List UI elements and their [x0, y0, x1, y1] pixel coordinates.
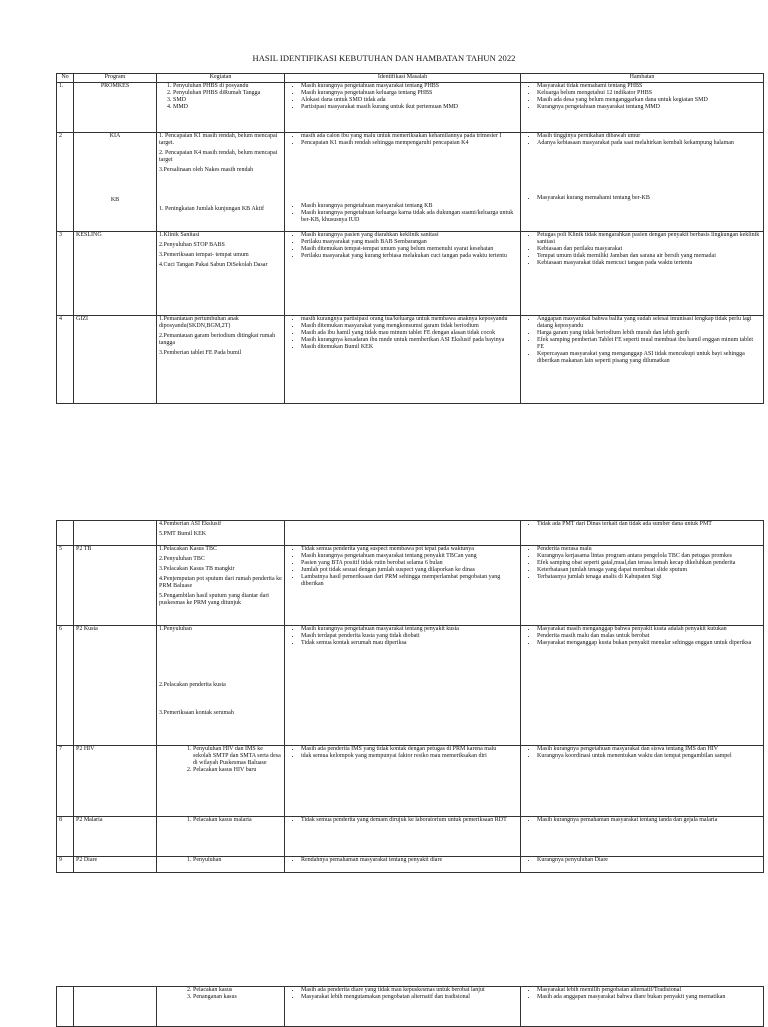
list-item: 5.Pengambilan hasil sputum yang diantar dari puskesmas ke PRM yang ditunjuk — [159, 593, 269, 606]
list-item: • Masih kurangnya pengetahuan keluarga karna tidak ada dukungan suami/keluarga untuk ber-KB, khususnya IUD — [301, 210, 518, 224]
list-item: • Masih ditemukan Bumil KEK — [301, 344, 518, 351]
table-row — [57, 857, 764, 873]
list-item: • Tidak semua penderita yang demam dirujuk ke laboratorium untuk pemeriksaan RDT — [301, 817, 518, 824]
table-row — [57, 83, 764, 133]
row-program — [74, 133, 157, 232]
row-masalah — [285, 133, 521, 232]
list-item: 1. Penyuluhan HIV dan IMS ke sekolah SMTP dan SMTA serta desa di wilayah Puskesmas Baluase — [193, 746, 282, 767]
list-item: • Keterbatasan jumlah tenaga yang dapat membuat slide sputum — [537, 567, 761, 574]
list-item: 3.Pemeriksaan tempat- tempat umum — [159, 252, 249, 258]
list-item: 2.Pelacakan penderita kusta — [159, 682, 226, 688]
table-row — [57, 316, 764, 404]
list-item: 3. Penanganan kasus — [193, 994, 282, 1001]
list-item: • Masih kurangnya kesadaran ibu mnde untuk memberikan ASI Ekslusif pada bayinya — [301, 337, 518, 344]
list-item: 2.Penyuluhan STOP BABS — [159, 242, 225, 248]
page-title: HASIL IDENTIFIKASI KEBUTUHAN DAN HAMBATAN TAHUN 2022 — [252, 53, 516, 63]
list-item: 2.Pemantauan garam beriodium ditingkat rumah tangga — [159, 333, 276, 346]
list-item: • Perilaku masyarakat yang kurang terbiasa melakukan cuci tangan pada waktu tertentu — [301, 253, 518, 260]
list-item: • Tempat umum tidak memiliki Jamban dan sarana air bersih yang memadai — [537, 253, 761, 260]
header-program: Program — [74, 74, 157, 83]
list-item: • Masih kurangnya pengetahuan masyarakat tentang PHBS — [301, 83, 518, 90]
list-item: • Masih ada penderita diare yang tidak mau kepuskesmas untuk berobat lanjut — [301, 987, 518, 994]
list-item: • Anggapan masyarakat bahwa balita yang sudah selesai imunisasi lengkap tidak perlu lagi datang keposyandu — [537, 316, 761, 330]
row-masalah — [285, 857, 521, 873]
list-item: 1.Pemantauan pertumbuhan anak diposyandu(SKDN,BGM,2T) — [159, 316, 239, 329]
needs-table-page1 — [56, 73, 764, 404]
list-item: • Petugas poli Klinik tidak mengarahkan pasien dengan penyakit berbasis lingkungan keklinik sanitasi — [537, 232, 761, 246]
list-item: • Masih terdapat penderita kusta yang tidak diobati — [301, 633, 518, 640]
list-item: • Rendahnya pemahaman masyarakat tentang penyakit diare — [301, 857, 518, 864]
header-hambatan: Hambatan — [521, 74, 764, 83]
list-item: • Partisipasi masyarakat masih kurang untuk ikut pertemuan MMD — [301, 104, 518, 111]
list-item: • idak semua kelompok yang mempunyai faktor resiko mau memeriksakan diri — [301, 753, 518, 760]
list-item: • Masih kurangnya pengetahuan masyarakat tentang KB — [301, 203, 518, 210]
list-item: 2. Penyuluhan PHBS diRumah Tangga — [173, 90, 282, 97]
table-row — [57, 521, 764, 546]
row-no: 6 — [57, 626, 74, 746]
list-item: 4. MMD — [173, 104, 282, 111]
list-item: • Kurangnya penyuluhan Diare — [537, 857, 761, 864]
list-item: • Masih kurangnya pengetahuan keluarga tentang PHBS — [301, 90, 518, 97]
row-no: 2 — [57, 133, 74, 232]
list-item: • Tidak semua kontak serumah mau diperiksa — [301, 640, 518, 647]
row-masalah — [285, 626, 521, 746]
row-program: P2 HIV — [74, 746, 157, 817]
list-item: • Perilaku masyarakat yang masih BAB Sembarangan — [301, 239, 518, 246]
list-item: 2. Pelacakan kasus HIV baru — [193, 767, 282, 774]
list-item: • Penderita masih malu dan malas untuk berobat — [537, 633, 761, 640]
needs-table-page2 — [56, 520, 764, 873]
list-item: • Kebiasaan dan perilaku masyarakat — [537, 246, 761, 253]
list-item: • masih kurangnya partisipasi orang tua/keluarga untuk membawa anaknya keposyandu — [301, 316, 518, 323]
list-item: • Efek samping pemberian Tablet FE seperti mual membuat ibu hamil enggan minum tablet FE — [537, 337, 761, 351]
list-item: 3. SMD — [173, 97, 282, 104]
list-item: 2. Pelacakan kasus — [193, 987, 282, 994]
row-kegiatan — [157, 626, 285, 746]
list-item: • Masih kurangnya pengetahuan masyarakat dan siswa tentang IMS dan HIV — [537, 746, 761, 753]
table-row — [57, 546, 764, 626]
table-row — [57, 133, 764, 232]
row-no: 5 — [57, 546, 74, 626]
row-no: 9 — [57, 857, 74, 873]
row-hambatan — [521, 817, 764, 857]
table-row — [57, 987, 764, 1027]
list-item: • Terbatasnya jumlah tenaga analis di Kabupaten Sigi — [537, 574, 761, 581]
list-item: • Masih kurangnya pasien yang diarahkan keklinik sanitasi — [301, 232, 518, 239]
list-item: • Kebiasaan masyarakat tidak mencuci tangan pada waktu tertentu — [537, 260, 761, 267]
row-no: 7 — [57, 746, 74, 817]
list-item: 3.Pemberian tablet FE Pada bumil — [159, 350, 242, 356]
row-kegiatan — [157, 232, 285, 316]
list-item: 2.Penyuluhan TBC — [159, 556, 205, 562]
list-item: 3.Pemeriksaan kontak serumah — [159, 710, 234, 716]
list-item: 1.Pelacakan Kasus TBC — [159, 546, 218, 552]
row-hambatan — [521, 521, 764, 546]
row-hambatan — [521, 546, 764, 626]
row-program: P2 TB — [74, 546, 157, 626]
list-item: • Masih tingginya pernikahan dibawah umur — [537, 133, 761, 140]
list-item: 3.Pelacakan Kasus TB mangkir — [159, 566, 235, 572]
table-row — [57, 232, 764, 316]
header-kegiatan: Kegiatan — [157, 74, 285, 83]
row-kegiatan — [157, 857, 285, 873]
header-masalah: Identifikasi Masalah — [285, 74, 521, 83]
row-hambatan — [521, 626, 764, 746]
list-item: 1.Penyuluhan — [159, 626, 192, 632]
list-item: 1. Pencapaian K1 masih rendah, belum mencapai target. — [159, 133, 278, 146]
list-item: 3.Persalinaan oleh Nakes masih rendah — [159, 167, 254, 173]
table-row — [57, 746, 764, 817]
row-hambatan — [521, 746, 764, 817]
list-item: • Masih ditemukan masyarakat yang mengkonsumsi garam tidak beriodium — [301, 323, 518, 330]
row-program: P2 Malaria — [74, 817, 157, 857]
row-program: P2 Kusta — [74, 626, 157, 746]
row-hambatan — [521, 232, 764, 316]
list-item: • Keluarga belum mengetahui 12 indikator PHBS — [537, 90, 761, 97]
list-item: • Jumlah pot tidak sesuai dengan jumlah suspect yang dilaporkan ke dinas — [301, 567, 518, 574]
row-hambatan — [521, 133, 764, 232]
list-item: • Efek samping obat seperti gatal,mual,dan terasa lemah kecap dikeluhkan penderita — [537, 560, 761, 567]
row-no: 8 — [57, 817, 74, 857]
needs-table-page3 — [56, 986, 764, 1027]
row-hambatan — [521, 857, 764, 873]
list-item: • Masih ada ibu hamil yang tidak mau minum tablet FE dengan alasan tidak cocok — [301, 330, 518, 337]
list-item: • Pasien yang BTA positif tidak rutin berobat selama 6 bulan — [301, 560, 518, 567]
list-item: • Harga garam yang tidak beriodium lebih murah dan lebih gurih — [537, 330, 761, 337]
row-kegiatan — [157, 83, 285, 133]
row-masalah — [285, 232, 521, 316]
row-no: 4 — [57, 316, 74, 404]
row-masalah — [285, 316, 521, 404]
row-kegiatan — [157, 316, 285, 404]
row-program: P2 Diare — [74, 857, 157, 873]
program-kb: KB — [110, 197, 120, 203]
list-item: • Masih ada anggapan masyarakat bahwa diare bukan penyakit yang mematikan — [537, 994, 761, 1001]
row-hambatan — [521, 987, 764, 1027]
list-item: • Masih ada desa yang belum menganggarkan dana untuk kegiatan SMD — [537, 97, 761, 104]
row-kegiatan — [157, 546, 285, 626]
list-item: 4.Cuci Tangan Pakai Sabun DiSekolah Dasar — [159, 262, 268, 268]
list-item: 1. Penyuluhan PHBS di posyandu — [173, 83, 282, 90]
program-kia: KIA — [109, 133, 121, 139]
list-item: • Kurangnya kerjasama lintas program antara pengelola TBC dan petugas promkes — [537, 553, 761, 560]
list-item: 1. Pelacakan kasus malaria — [193, 817, 282, 824]
header-no: No — [57, 74, 74, 83]
list-item: • Masih kurangnya pemahaman masyarakat tentang tanda dan gejala malaria — [537, 817, 761, 824]
row-program: PROMKES — [74, 83, 157, 133]
list-item: • Lambatnya hasil pemeriksaan dari PRM sehingga memperlambat pengobatan yang diberikan — [301, 574, 518, 588]
row-masalah — [285, 83, 521, 133]
row-kegiatan — [157, 521, 285, 546]
list-item: • Kepercayaan masyarakat yang menganggap ASI tidak mencukupi untuk bayi sehingga diberikan makanan lain seperti pisang yang dilumatkan — [537, 351, 761, 365]
list-item: • Kurangnya pengetahuan masyarakat tentang MMD — [537, 104, 761, 111]
row-no: 3 — [57, 232, 74, 316]
list-item: 4.Penjemputan pot sputum dari rumah penderita ke PRM Baluase — [159, 576, 282, 589]
row-masalah — [285, 546, 521, 626]
list-item: • Masyarakat kurang memahami tentang ber-KB — [537, 195, 761, 202]
list-item: • Penderita merasa malu — [537, 546, 761, 553]
row-kegiatan — [157, 817, 285, 857]
row-kegiatan — [157, 987, 285, 1027]
list-item: 1.Klinik Sanitasi — [159, 232, 200, 238]
row-masalah — [285, 987, 521, 1027]
list-item: • Tidak semua penderita yang suspect membawa pot tepat pada waktunya — [301, 546, 518, 553]
list-item: • masih ada calon ibu yang malu untuk memeriksakan kehamilannya pada trimester I — [301, 133, 518, 140]
row-hambatan — [521, 316, 764, 404]
list-item: • Masyarakat menganggap kusta bukan penyakit menular sehingga enggan untuk diperiksa — [537, 640, 761, 647]
list-item: 1. Penyuluhan — [193, 857, 282, 864]
list-item: 4.Pemberian ASI Ekslusif — [159, 521, 222, 527]
list-item: • Pencapaian K1 masih rendah sehingga mempengaruhi pencapaian K4 — [301, 140, 518, 147]
list-item: • Masyarakat tidak memahami tentang PHBS — [537, 83, 761, 90]
list-item: • Masih kurangnya pengetahuan masyarakat tentang penyakit TBCan yang — [301, 553, 518, 560]
list-item: • Masyarakat masih menganggap bahwa penyakit kusta adalah penyakit kutukan — [537, 626, 761, 633]
list-item: 5.PMT Bumil KEK — [159, 531, 207, 537]
list-item: • Masih ada penderita IMS yang tidak kontak dengan petugas di PRM karena malu — [301, 746, 518, 753]
list-item: • Masih kurangnya pengetahuan masyarakat tentang penyakit kusta — [301, 626, 518, 633]
table-row — [57, 817, 764, 857]
list-item: • Masyarakat lebih memilih pengobatan alternatif/Tradisional — [537, 987, 761, 994]
row-kegiatan — [157, 746, 285, 817]
list-item: • Kurangnya koordinasi untuk menentukan waktu dan tempat pengambilan sampel — [537, 753, 761, 760]
list-item: • Masih ditemukan tempat-tempat umum yang belum memenuhi syarat kesehatan — [301, 246, 518, 253]
table-row — [57, 626, 764, 746]
list-item: • Masyarakat lebih mengutamakan pengobatan alternatif dan tradisional — [301, 994, 518, 1001]
list-item: • Adanya kebiasaan masyarakat pada saat melahirkan kembali kekampung halaman — [537, 140, 761, 147]
row-masalah — [285, 817, 521, 857]
row-program: KESLING — [74, 232, 157, 316]
list-item: • Alokasi dana untuk SMD tidak ada — [301, 97, 518, 104]
row-masalah — [285, 746, 521, 817]
row-no: 1. — [57, 83, 74, 133]
list-item: 1. Peningkatan Jumlah kunjungan KB Aktif — [159, 206, 264, 212]
table-header-row — [57, 74, 764, 83]
list-item: 2. Pencapaian K4 masih rendah, belum mencapai target — [159, 150, 278, 163]
list-item: • Tidak ada PMT dari Dinas terkait dan tidak ada sumber dana untuk PMT — [537, 521, 761, 528]
row-program: GIZI — [74, 316, 157, 404]
row-kegiatan — [157, 133, 285, 232]
row-hambatan — [521, 83, 764, 133]
